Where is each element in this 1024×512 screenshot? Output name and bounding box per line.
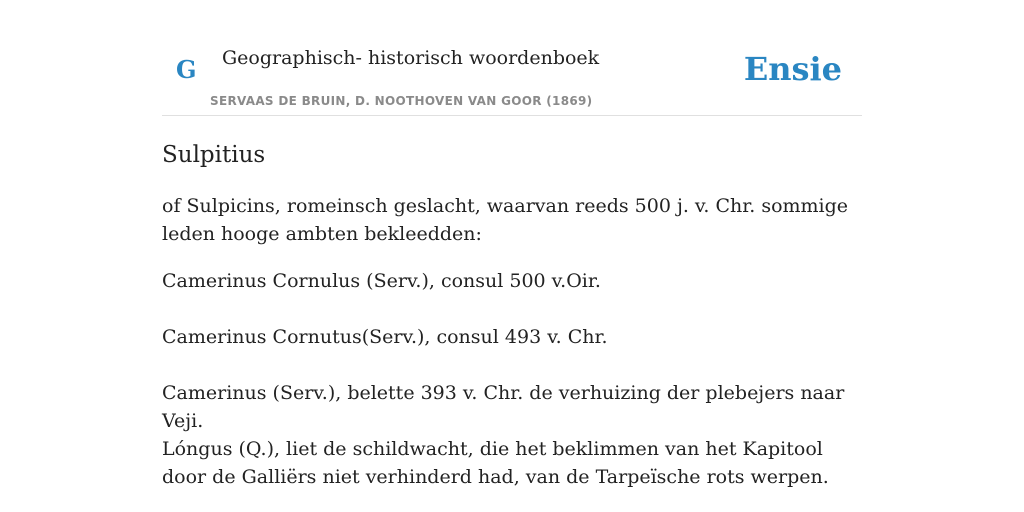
entry-paragraph: Lóngus (Q.), liet de schildwacht, die het beklimmen van het Kapitool door de Galliërs niet verhinderd had, van de Tarpeïsche rots werpen. [162,438,829,488]
entry-paragraph: Camerinus Cornutus(Serv.), consul 493 v. Chr. [162,326,608,348]
book-author: SERVAAS DE BRUIN, D. NOOTHOVEN VAN GOOR (1869) [210,94,593,108]
entry-paragraph: Camerinus (Serv.), belette 393 v. Chr. de verhuizing der plebejers naar Veji. [162,382,845,432]
entry-paragraph: Camerinus Cornulus (Serv.), consul 500 v.Oir. [162,270,601,292]
book-logo[interactable]: G [176,55,197,84]
brand-logo[interactable]: Ensie [743,50,842,88]
page [162,0,862,488]
entry-paragraph: of Sulpicins, romeinsch geslacht, waarvan reeds 500 j. v. Chr. sommige leden hooge ambten bekleedden: [162,195,849,245]
book-title[interactable]: Geographisch- historisch woordenboek [222,47,600,69]
entry-title: Sulpitius [162,142,266,168]
header [162,0,862,116]
